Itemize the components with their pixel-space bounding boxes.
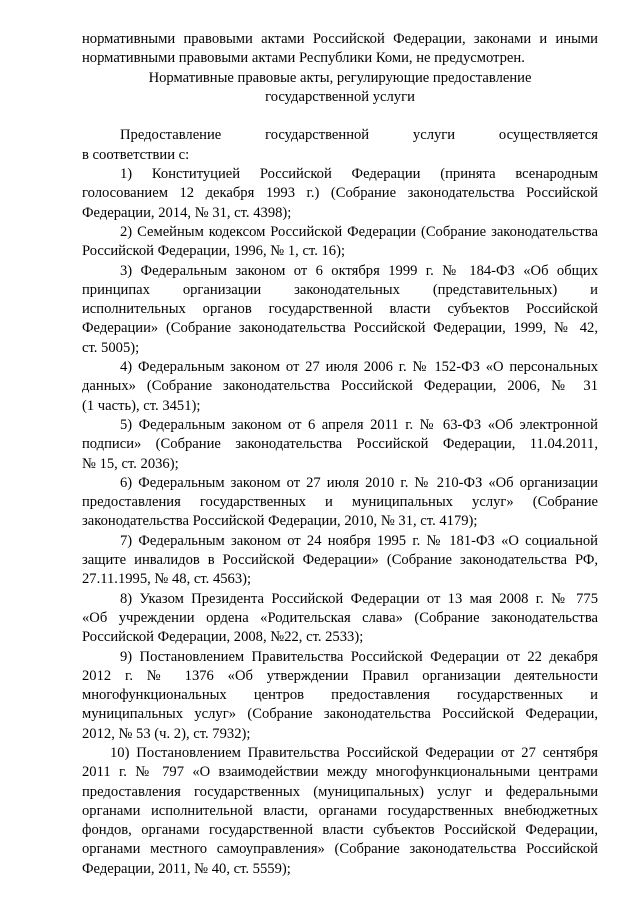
legal-acts-list (82, 165, 598, 879)
legal-act-item (82, 590, 598, 648)
legal-act-line: Федерации» (Собрание законодательства Российской Федерации, 1999, № 42, (82, 320, 598, 337)
legal-act-line: 2012 г. № 1376 «Об утверждении Правил организации деятельности (82, 667, 598, 684)
legal-act-line: Федерации, 2014, № 31, ст. 4398); (82, 204, 292, 221)
intro-line: нормативными правовыми актами Российской Федерации, законами и иными (82, 31, 598, 47)
legal-act-line: органами местного самоуправления» (Собрание законодательства Российской (82, 841, 598, 858)
legal-act-line: подписи» (Собрание законодательства Российской Федерации, 11.04.2011, (82, 436, 598, 453)
legal-act-item (82, 262, 598, 358)
legal-act-line: 27.11.1995, № 48, ст. 4563); (82, 571, 252, 588)
lead-text: Предоставление государственной услуги осуществляется (120, 127, 598, 144)
legal-act-line: «Об учреждении ордена «Родительская слава» (Собрание законодательства (82, 609, 598, 626)
legal-act-first-line: 7) Федеральным законом от 24 ноября 1995 г. № 181-ФЗ «О социальной (120, 532, 598, 549)
legal-act-item (82, 223, 598, 262)
legal-act-line: ст. 5005); (82, 339, 140, 356)
section-heading: государственной услуги (265, 88, 415, 105)
legal-act-line: Российской Федерации, 2008, №22, ст. 2533); (82, 629, 364, 646)
legal-act-item (82, 744, 598, 879)
legal-act-line: защите инвалидов в Российской Федерации» (Собрание законодательства РФ, (82, 552, 598, 569)
legal-act-line: № 15, ст. 2036); (82, 455, 179, 472)
document-page (82, 30, 598, 879)
legal-act-first-line: 8) Указом Президента Российской Федерации от 13 мая 2008 г. № 775 (120, 590, 598, 607)
legal-act-item (82, 358, 598, 416)
legal-act-line: Федерации, 2011, № 40, ст. 5559); (82, 860, 291, 877)
lead-text: в соответствии с: (82, 146, 190, 163)
legal-act-first-line: 9) Постановлением Правительства Российской Федерации от 22 декабря (120, 648, 598, 665)
legal-act-line: исполнительных органов государственной власти субъектов Российской (82, 301, 598, 318)
legal-act-line: принципах организации законодательных (представительных) и (82, 281, 598, 298)
legal-act-line: многофункциональных центров предоставления государственных и (82, 687, 598, 704)
legal-act-item (82, 474, 598, 532)
legal-act-line: голосованием 12 декабря 1993 г.) (Собрание законодательства Российской (82, 185, 598, 202)
legal-act-line: данных» (Собрание законодательства Российской Федерации, 2006, № 31 (82, 378, 598, 395)
legal-act-first-line: 5) Федеральным законом от 6 апреля 2011 г. № 63-ФЗ «Об электронной (120, 416, 598, 433)
legal-act-item (82, 532, 598, 590)
legal-act-item (82, 165, 598, 223)
legal-act-line: 2012, № 53 (ч. 2), ст. 7932); (82, 725, 251, 742)
legal-act-item (82, 416, 598, 474)
intro-line: нормативными правовыми актами Республики Коми, не предусмотрен. (82, 50, 525, 67)
legal-act-first-line: 4) Федеральным законом от 27 июля 2006 г. № 152-ФЗ «О персональных (120, 359, 598, 376)
legal-act-line: фондов, органами государственной власти субъектов Российской Федерации, (82, 822, 598, 839)
legal-act-line: предоставления государственных (муниципальных) услуг и федеральными (82, 783, 598, 800)
legal-act-line: предоставления государственных и муниципальных услуг» (Собрание (82, 494, 598, 511)
legal-act-first-line: 10) Постановлением Правительства Российской Федерации от 27 сентября (110, 744, 598, 761)
legal-act-line: законодательства Российской Федерации, 2010, № 31, ст. 4179); (82, 513, 478, 530)
legal-act-first-line: 3) Федеральным законом от 6 октября 1999 г. № 184-ФЗ «Об общих (120, 262, 598, 279)
legal-act-line: (1 часть), ст. 3451); (82, 397, 201, 414)
legal-act-item (82, 648, 598, 744)
legal-act-first-line: 2) Семейным кодексом Российской Федерации (Собрание законодательства (120, 223, 598, 240)
legal-act-first-line: 1) Конституцией Российской Федерации (принята всенародным (120, 166, 598, 183)
legal-act-first-line: 6) Федеральным законом от 27 июля 2010 г. № 210-ФЗ «Об организации (120, 474, 598, 491)
legal-act-line: органами исполнительной власти, органами государственных внебюджетных (82, 802, 598, 819)
spacer (82, 107, 598, 126)
legal-act-line: Российской Федерации, 1996, № 1, ст. 16); (82, 243, 346, 260)
section-heading: Нормативные правовые акты, регулирующие предоставление (148, 69, 532, 86)
legal-act-line: муниципальных услуг» (Собрание законодательства Российской Федерации, (82, 706, 598, 723)
legal-act-line: 2011 г. № 797 «О взаимодействии между многофункциональными центрами (82, 764, 598, 781)
